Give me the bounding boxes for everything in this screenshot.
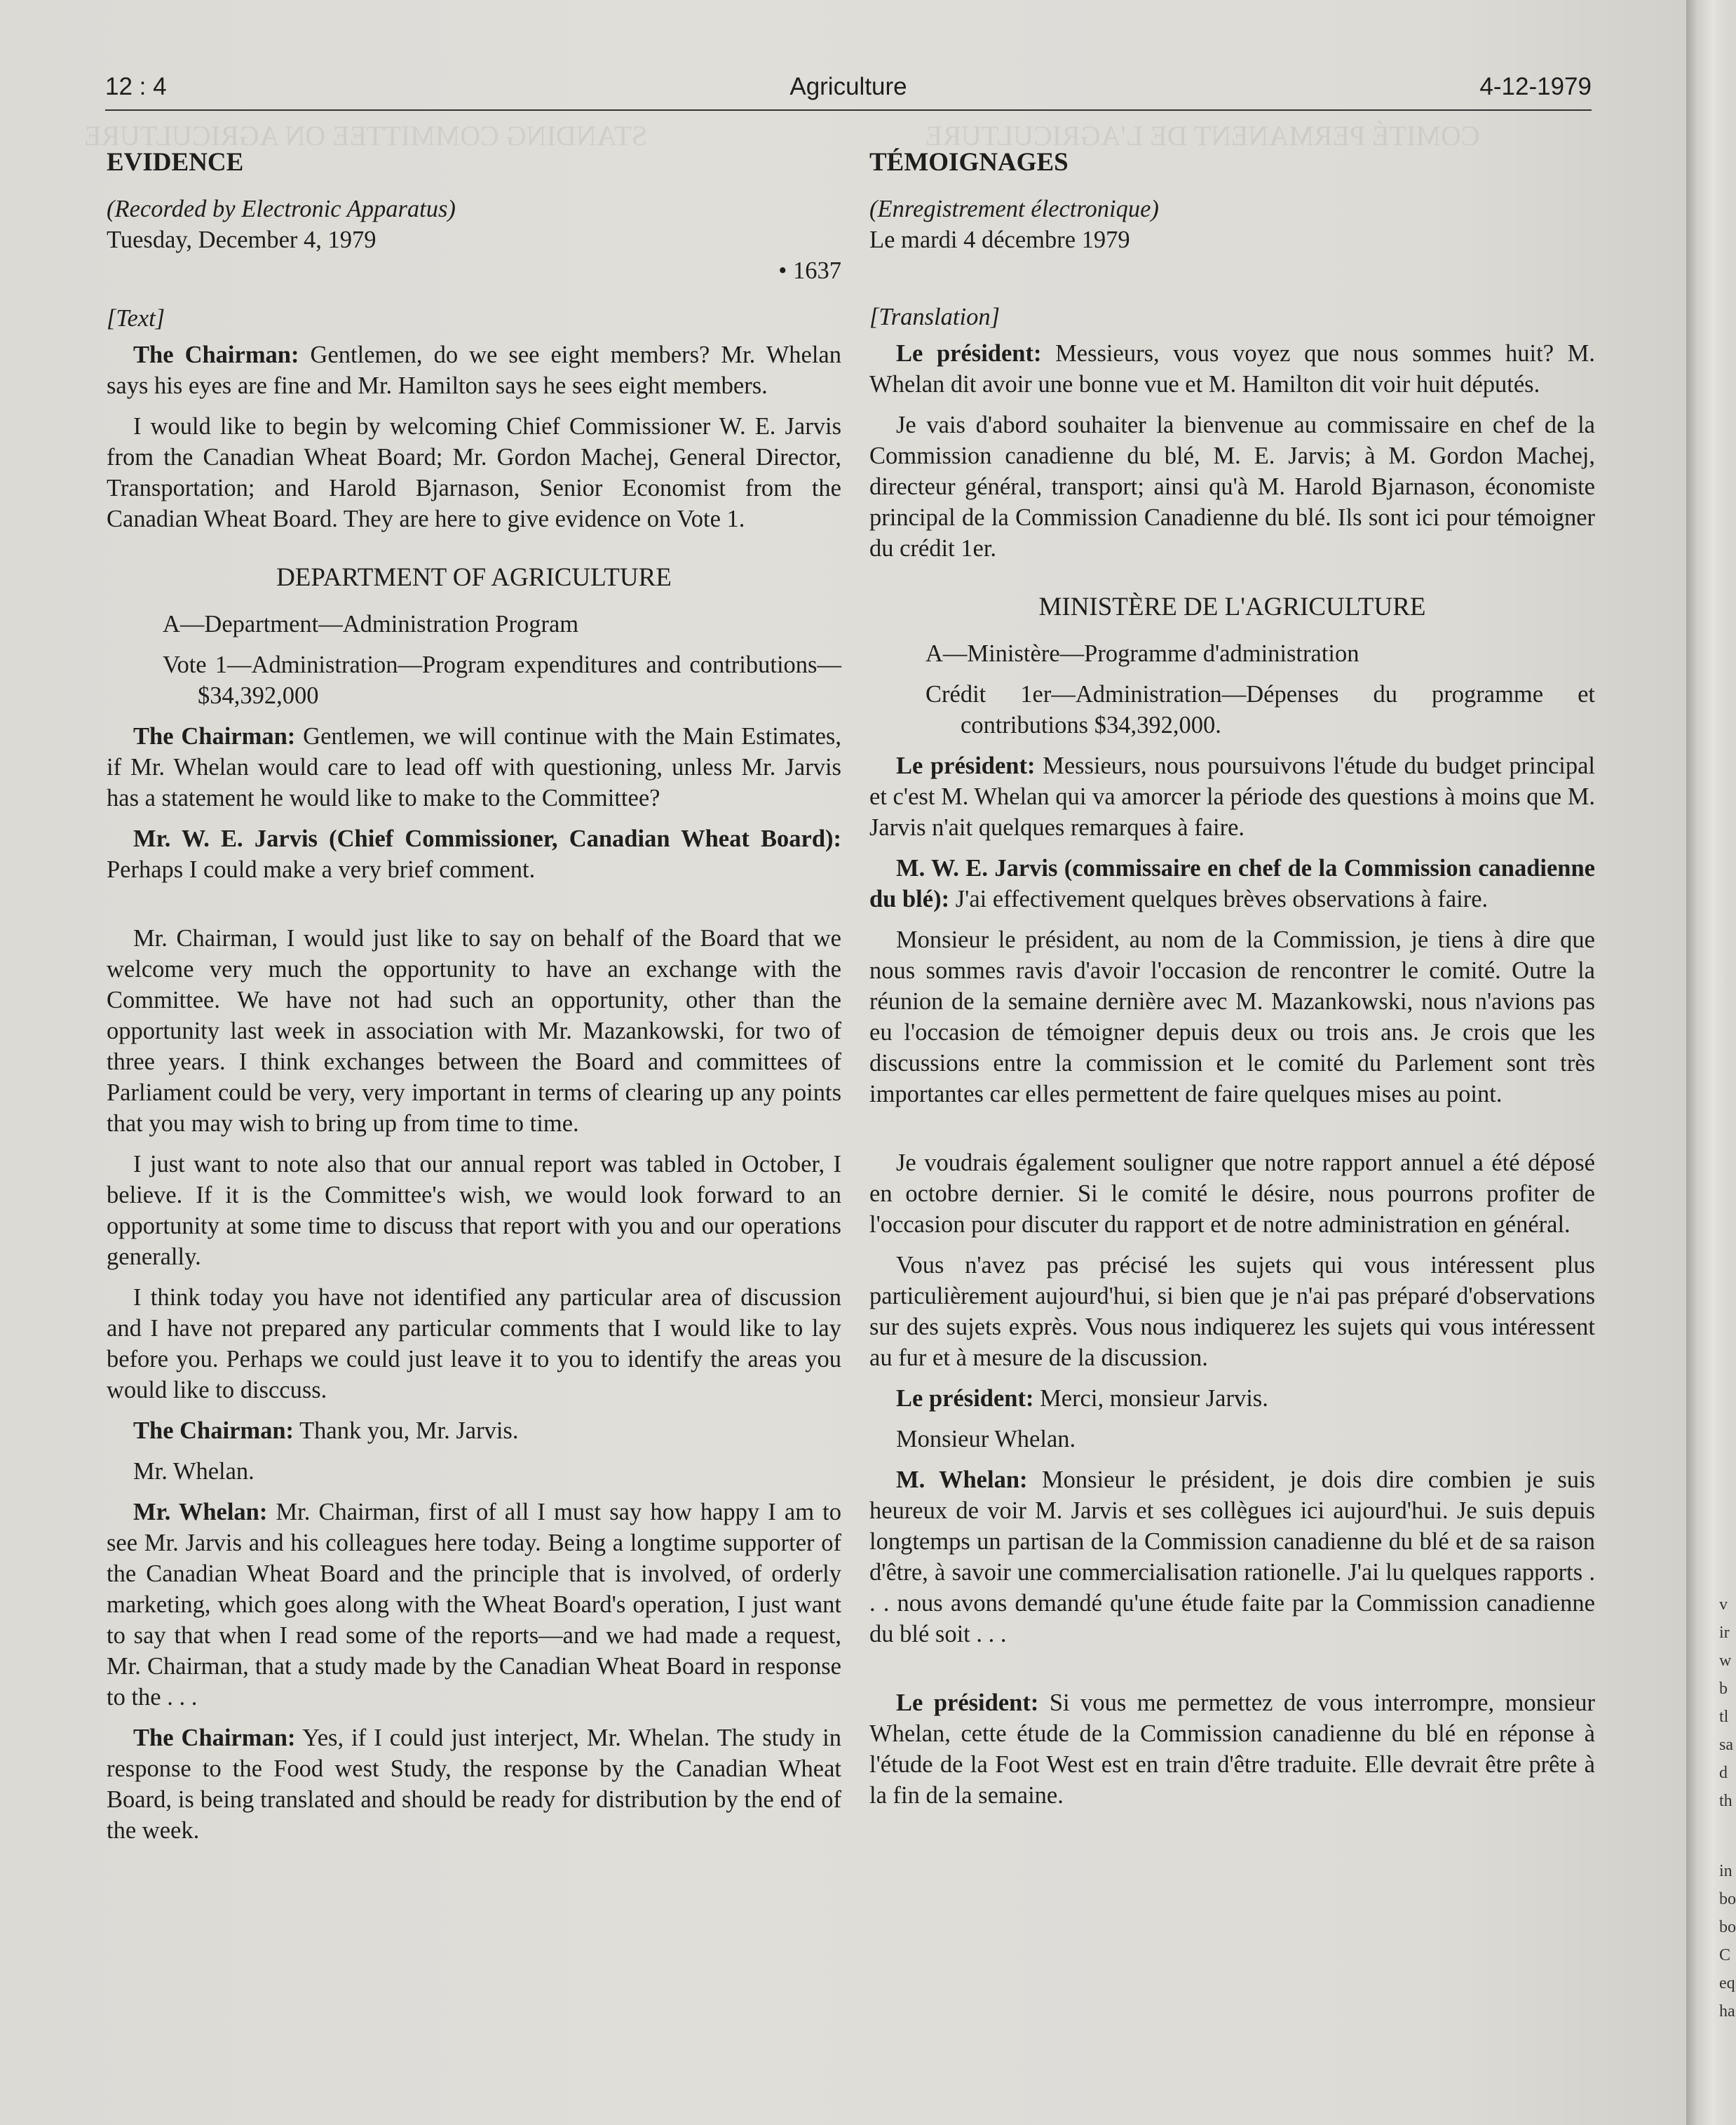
paragraph-text: Si vous me permettez de vous interrompre, monsieur Whelan, cette étude de la Commission canadienne du blé en réponse à l'étude de la Foot West est en train d'être traduite. Elle devrait être prête à la fin de la semaine.: [869, 1689, 1595, 1809]
paragraph: [107, 339, 841, 401]
paragraph: [107, 1415, 841, 1446]
paragraph: [107, 1497, 841, 1713]
header-date: 4-12-1979: [1479, 73, 1592, 100]
paragraph-text: Mr. Chairman, first of all I must say how happy I am to see Mr. Jarvis and his colleagues here today. Being a longtime supporter of the Canadian Wheat Board and the principle that is involved, of orderly marketing, which goes along with the Wheat Board's operation, I just want to say that when I read some of the reports—and we had made a request, Mr. Chairman, that a study made by the Canadian Wheat Board in response to the . . .: [107, 1499, 841, 1711]
paragraph-text: Merci, monsieur Jarvis.: [1040, 1385, 1268, 1412]
vote-line: Vote 1—Administration—Program expenditures and contributions—$34,392,000: [163, 652, 841, 709]
paragraph: [107, 823, 841, 885]
speaker-name: The Chairman:: [133, 1417, 294, 1444]
program-line: A—Ministère—Programme d'administration: [925, 640, 1359, 667]
paragraph-text: Messieurs, vous voyez que nous sommes huit? M. Whelan dit avoir une bonne vue et M. Hamilton dit voir huit députés.: [869, 340, 1595, 398]
paragraph: Monsieur le président, au nom de la Commission, je tiens à dire que nous sommes ravis d'avoir l'occasion de rencontrer le comité. Outre la réunion de la semaine dernière avec M. Mazankowski, nous n'avions pas eu l'occasion de témoigner depuis deux ou trois ans. Je crois que les discussions entre la commission et le comité du Parlement sont très importantes car elles permettent de faire quelques mises au point.: [869, 926, 1595, 1107]
recorded-note-text: (Recorded by Electronic Apparatus): [107, 196, 456, 222]
paragraph-text: Messieurs, nous poursuivons l'étude du budget principal et c'est M. Whelan qui va amorcer la période des questions à moins que M. Jarvis n'ait quelques remarques à faire.: [869, 753, 1595, 841]
text-tag-label: [Text]: [107, 305, 165, 332]
paragraph-text: Monsieur le président, je dois dire combien je suis heureux de voir M. Jarvis et ses collègues ici aujourd'hui. Je suis depuis longtemps un partisan de la Commission canadienne du blé et de sa raison d'être, à savoir une commercialisation rationelle. J'ai lu quelques rapports . . . nous avons demandé qu'une étude faite par la Commission canadienne du blé soit . . .: [869, 1466, 1596, 1647]
margin-fragment: w: [1719, 1652, 1732, 1670]
speaker-name: The Chairman:: [133, 1725, 296, 1751]
paragraph: [869, 853, 1595, 915]
paragraph: [869, 1383, 1595, 1414]
paragraph: Vous n'avez pas précisé les sujets qui vous intéressent plus particulièrement aujourd'hui, si bien que je n'ai pas préparé d'observations sur des sujets exprès. Vous nous indiquerez les sujets qui vous intéressent au fur et à mesure de la discussion.: [869, 1252, 1595, 1371]
margin-fragment: d: [1719, 1764, 1728, 1782]
department-heading: DEPARTMENT OF AGRICULTURE: [276, 563, 672, 592]
translation-tag: [869, 302, 1595, 332]
header-title: Agriculture: [789, 73, 907, 100]
margin-fragment: tl: [1719, 1708, 1729, 1726]
paragraph-text: Gentlemen, do we see eight members? Mr. Whelan says his eyes are fine and Mr. Hamilton says he sees eight members.: [107, 342, 841, 399]
margin-fragment: bo: [1719, 1890, 1736, 1908]
margin-fragment: C: [1719, 1946, 1731, 1964]
paragraph-text: Gentlemen, we will continue with the Main Estimates, if Mr. Whelan would care to lead off with questioning, unless Mr. Jarvis has a statement he would like to make to the Committee?: [107, 723, 841, 811]
adjacent-page-fragments: [1719, 1591, 1736, 2025]
paragraph: Monsieur Whelan.: [896, 1426, 1076, 1452]
margin-fragment: sa: [1719, 1736, 1733, 1754]
paragraph: Mr. Whelan.: [133, 1458, 255, 1485]
recorded-note: [869, 194, 1595, 224]
paragraph: I just want to note also that our annual report was tabled in October, I believe. If it is the Committee's wish, we would look forward to an opportunity at some time to discuss that report with you and our operations generally.: [107, 1151, 841, 1270]
paragraph: I would like to begin by welcoming Chief Commissioner W. E. Jarvis from the Canadian Wheat Board; Mr. Gordon Machej, General Director, Transportation; and Harold Bjarnason, Senior Economist from the Canadian Wheat Board. They are here to give evidence on Vote 1.: [107, 413, 841, 532]
page-number: 12 : 4: [105, 73, 167, 100]
temoignages-title: TÉMOIGNAGES: [869, 148, 1069, 177]
paragraph-text: Yes, if I could just interject, Mr. Whelan. The study in response to the Food west Study, the response by the Canadian Wheat Board, is being translated and should be ready for distribution by the end of the week.: [107, 1725, 841, 1844]
speaker-name: Le président:: [896, 340, 1042, 367]
paragraph-text: J'ai effectivement quelques brèves observations à faire.: [955, 886, 1489, 912]
english-column: [107, 147, 841, 1856]
margin-fragment: ir: [1719, 1624, 1730, 1642]
recorded-note: [107, 194, 841, 224]
speaker-name: Mr. W. E. Jarvis (Chief Commissioner, Canadian Wheat Board):: [133, 825, 841, 852]
paragraph: Je voudrais également souligner que notre rapport annuel a été déposé en octobre dernier. Si le comité le désire, nous pourrons profiter de l'occasion pour discuter du rapport et de notre administration en général.: [869, 1149, 1595, 1238]
margin-fragment: b: [1719, 1680, 1728, 1698]
paragraph-text: Perhaps I could make a very brief comment.: [107, 856, 536, 883]
speaker-name: The Chairman:: [133, 342, 299, 368]
speaker-name: Le président:: [896, 1689, 1039, 1716]
margin-fragment: bo: [1719, 1918, 1736, 1936]
paragraph: [107, 1722, 841, 1846]
paragraph: [869, 338, 1595, 400]
french-column: [869, 147, 1595, 1821]
meeting-date: Tuesday, December 4, 1979: [107, 227, 377, 253]
paragraph: Mr. Chairman, I would just like to say on behalf of the Board that we welcome very much the opportunity to have an exchange with the Committee. We have not had such an opportunity, other than the opportunity last week in association with Mr. Mazankowski, for two of three years. I think exchanges between the Board and committees of Parliament could be very, very important in terms of clearing up any points that you may wish to bring up from time to time.: [107, 925, 841, 1137]
page-header: [105, 70, 1592, 111]
margin-fragment: v: [1719, 1596, 1728, 1614]
paragraph: Je vais d'abord souhaiter la bienvenue au commissaire en chef de la Commission canadienne du blé, M. E. Jarvis; à M. Gordon Machej, directeur général, transport; ainsi qu'à M. Harold Bjarnason, économiste principal de la Commission Canadienne du blé. Ils sont ici pour témoigner du crédit 1er.: [869, 412, 1595, 562]
show-through-left: STANDING COMMITTEE ON AGRICULTURE: [84, 120, 648, 151]
vote-line: Crédit 1er—Administration—Dépenses du programme et contributions $34,392,000.: [925, 681, 1595, 738]
paragraph: I think today you have not identified any particular area of discussion and I have not prepared any particular comments that I would like to lay before you. Perhaps we could just leave it to you to identify the areas you would like to disccuss.: [107, 1284, 841, 1403]
margin-fragment: ha: [1719, 2002, 1735, 2021]
speaker-name: Mr. Whelan:: [133, 1499, 268, 1525]
margin-fragment: th: [1719, 1792, 1732, 1810]
speaker-name: M. W. E. Jarvis (commissaire en chef de la Commission canadienne du blé):: [869, 855, 1595, 912]
speaker-name: M. Whelan:: [896, 1466, 1028, 1493]
evidence-title: EVIDENCE: [107, 148, 244, 177]
translation-tag-label: [Translation]: [869, 304, 1000, 330]
timestamp: • 1637: [778, 257, 841, 284]
program-line: A—Department—Administration Program: [163, 611, 579, 638]
speaker-name: The Chairman:: [133, 723, 296, 750]
margin-fragment: eq: [1719, 1974, 1735, 1992]
paragraph: [869, 1687, 1595, 1811]
speaker-name: Le président:: [896, 753, 1036, 779]
show-through-right: COMITÉ PERMANENT DE L'AGRICULTURE: [925, 120, 1480, 151]
department-heading: MINISTÈRE DE L'AGRICULTURE: [1038, 593, 1426, 621]
paragraph: [869, 1464, 1595, 1650]
speaker-name: Le président:: [896, 1385, 1034, 1412]
text-tag: [107, 303, 841, 334]
recorded-note-text: (Enregistrement électronique): [869, 196, 1159, 222]
paragraph: [869, 750, 1595, 843]
paragraph: [107, 721, 841, 814]
margin-fragment: in: [1719, 1862, 1732, 1880]
paragraph-text: Thank you, Mr. Jarvis.: [299, 1417, 519, 1444]
meeting-date: Le mardi 4 décembre 1979: [869, 227, 1130, 253]
